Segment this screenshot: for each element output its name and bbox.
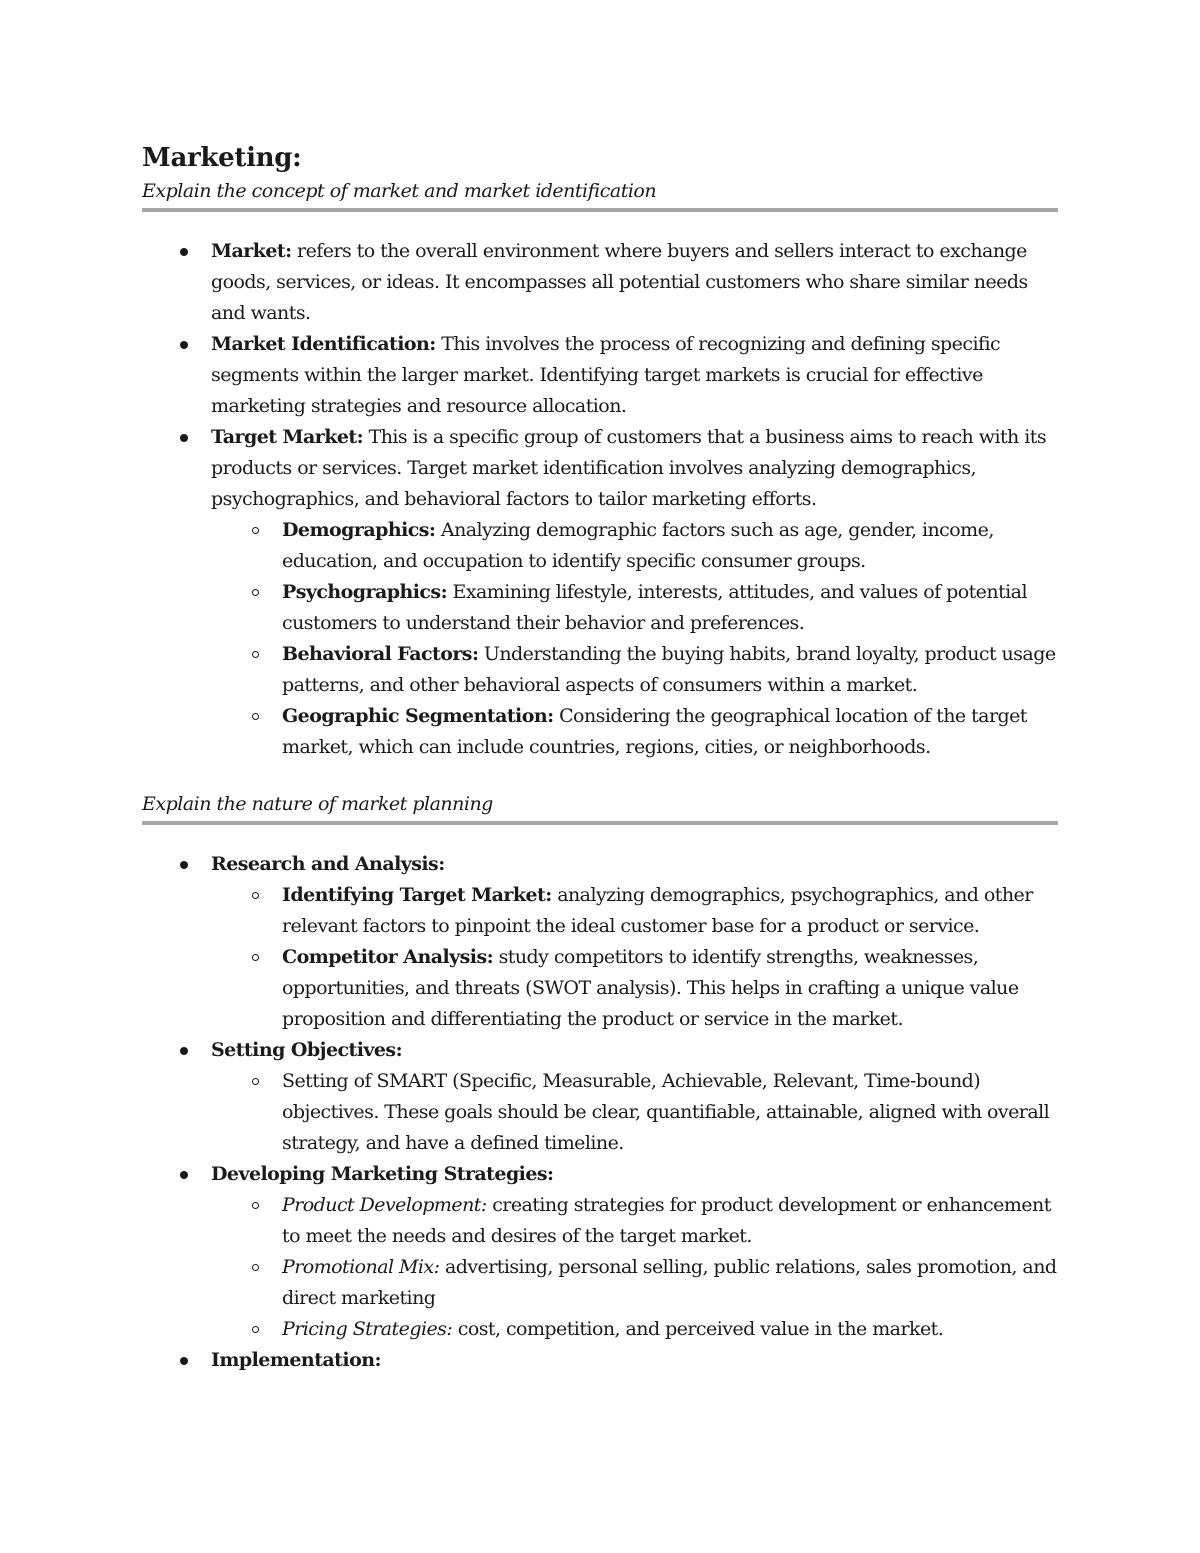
term: Behavioral Factors: [282, 643, 479, 665]
definition: Understanding the buying habits, brand loyalty, product usage patterns, and other behavioral aspects of consumers within a market. [282, 643, 1056, 696]
sublist-item [142, 942, 1058, 1035]
definition: Examining lifestyle, interests, attitudes, and values of potential customers to understand their behavior and preferences. [282, 581, 1027, 634]
definition: creating strategies for product development or enhancement to meet the needs and desires of the target market. [282, 1194, 1051, 1247]
item-label: Implementation: [211, 1349, 381, 1371]
circle-bullet-icon [252, 954, 259, 961]
definition: cost, competition, and perceived value in the market. [452, 1318, 944, 1340]
term: Identifying Target Market: [282, 884, 552, 906]
term: Market: [211, 240, 292, 262]
strategies-sublist [142, 1190, 1058, 1345]
market-planning-list [142, 849, 1058, 1376]
bullet-icon [180, 1047, 188, 1055]
list-item [142, 329, 1058, 422]
list-item [142, 1035, 1058, 1159]
horizontal-rule [142, 208, 1058, 212]
document-page [142, 140, 1058, 1376]
term: Market Identification: [211, 333, 436, 355]
objectives-sublist [142, 1066, 1058, 1159]
bullet-icon [180, 1357, 188, 1365]
circle-bullet-icon [252, 1264, 259, 1271]
term: Competitor Analysis: [282, 946, 494, 968]
list-item [142, 849, 1058, 1035]
circle-bullet-icon [252, 651, 259, 658]
bullet-icon [180, 1171, 188, 1179]
list-item [142, 1345, 1058, 1376]
spacer [142, 763, 1058, 789]
bullet-icon [180, 861, 188, 869]
definition: refers to the overall environment where buyers and sellers interact to exchange goods, services, or ideas. It encompasses all potential customers who share similar needs and wants. [211, 240, 1028, 324]
circle-bullet-icon [252, 713, 259, 720]
sublist-item [142, 515, 1058, 577]
term: Demographics: [282, 519, 436, 541]
item-label: Research and Analysis: [211, 853, 445, 875]
section-heading-market-concept: Explain the concept of market and market identification [142, 180, 657, 202]
sublist-item [142, 1066, 1058, 1159]
bullet-icon [180, 434, 188, 442]
list-item [142, 1159, 1058, 1345]
sublist-item [142, 1190, 1058, 1252]
definition: This involves the process of recognizing and defining specific segments within the larger market. Identifying target markets is crucial for effective marketing strategies and resource allocation. [211, 333, 1001, 417]
list-item [142, 422, 1058, 763]
market-concept-list [142, 236, 1058, 763]
sublist-item [142, 639, 1058, 701]
circle-bullet-icon [252, 589, 259, 596]
circle-bullet-icon [252, 1202, 259, 1209]
term: Promotional Mix: [282, 1256, 440, 1278]
definition: Considering the geographical location of the target market, which can include countries, regions, cities, or neighborhoods. [282, 705, 1027, 758]
term: Product Development: [282, 1194, 487, 1216]
definition: Setting of SMART (Specific, Measurable, Achievable, Relevant, Time-bound) objectives. These goals should be clear, quantifiable, attainable, aligned with overall strategy, and have a defined timeline. [282, 1070, 1050, 1154]
page-title: Marketing: [142, 143, 302, 173]
term: Target Market: [211, 426, 364, 448]
term: Psychographics: [282, 581, 448, 603]
horizontal-rule [142, 821, 1058, 825]
definition: advertising, personal selling, public relations, sales promotion, and direct marketing [282, 1256, 1057, 1309]
sublist-item [142, 701, 1058, 763]
item-label: Setting Objectives: [211, 1039, 403, 1061]
definition: study competitors to identify strengths, weaknesses, opportunities, and threats (SWOT analysis). This helps in crafting a unique value proposition and differentiating the product or service in the market. [282, 946, 1019, 1030]
definition: analyzing demographics, psychographics, and other relevant factors to pinpoint the ideal customer base for a product or service. [282, 884, 1033, 937]
sublist-item [142, 577, 1058, 639]
item-label: Developing Marketing Strategies: [211, 1163, 554, 1185]
circle-bullet-icon [252, 1078, 259, 1085]
sublist-item [142, 880, 1058, 942]
term: Pricing Strategies: [282, 1318, 453, 1340]
circle-bullet-icon [252, 892, 259, 899]
sublist-item [142, 1252, 1058, 1314]
term: Geographic Segmentation: [282, 705, 554, 727]
section-heading-market-planning: Explain the nature of market planning [142, 793, 493, 815]
bullet-icon [180, 248, 188, 256]
bullet-icon [180, 341, 188, 349]
research-sublist [142, 880, 1058, 1035]
list-item [142, 236, 1058, 329]
target-market-sublist [142, 515, 1058, 763]
definition: Analyzing demographic factors such as age, gender, income, education, and occupation to identify specific consumer groups. [282, 519, 994, 572]
circle-bullet-icon [252, 1326, 259, 1333]
definition: This is a specific group of customers that a business aims to reach with its products or services. Target market identification involves analyzing demographics, psychographics, and behavioral factors to tailor marketing efforts. [211, 426, 1047, 510]
sublist-item [142, 1314, 1058, 1345]
circle-bullet-icon [252, 527, 259, 534]
